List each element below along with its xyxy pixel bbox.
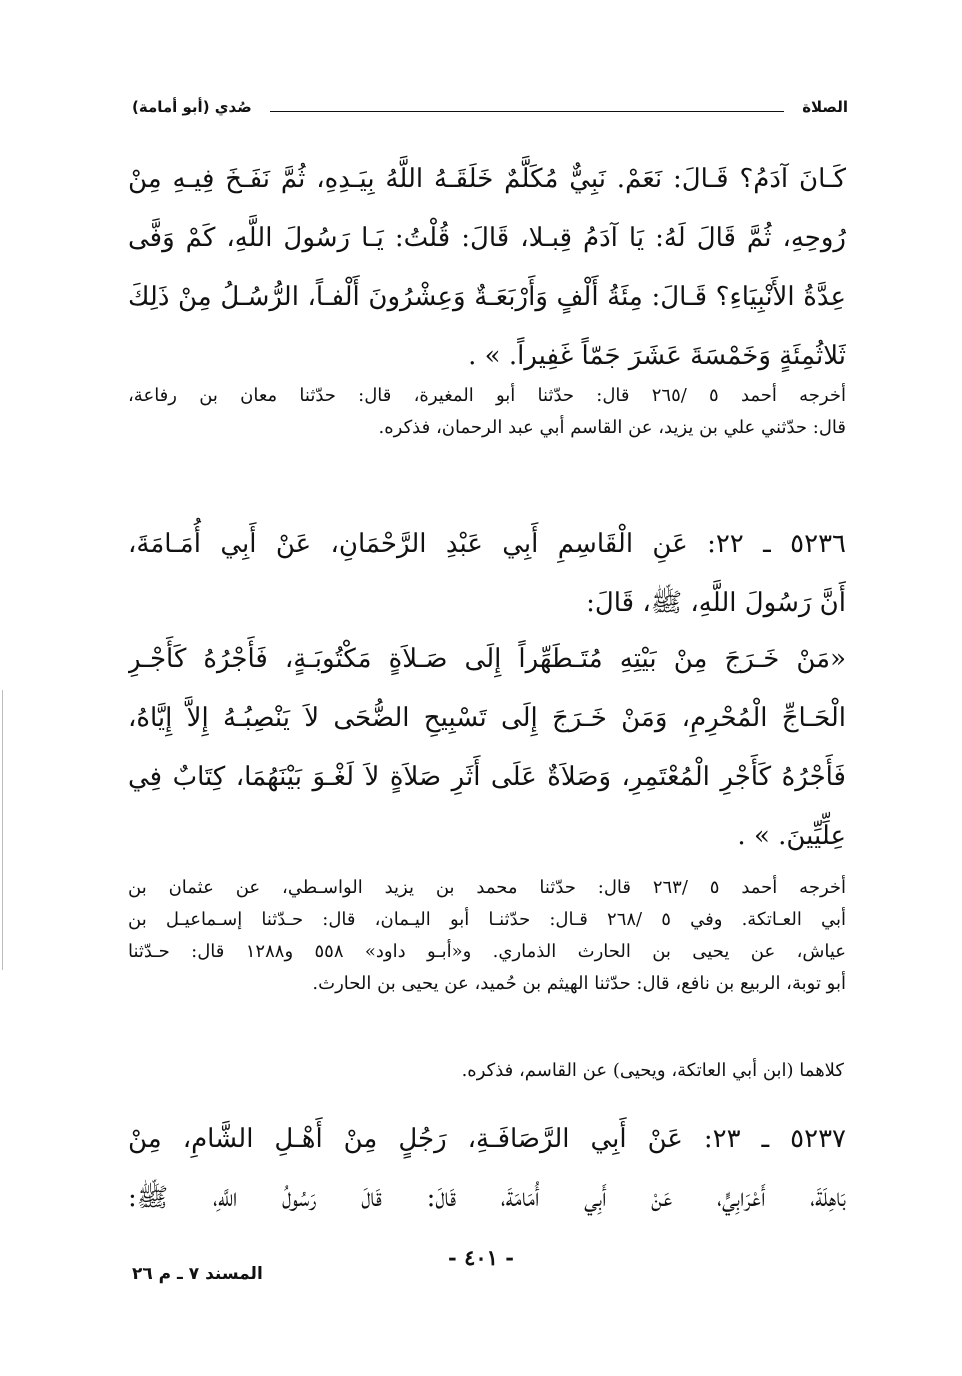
note-line: قال: حدّثني علي بن يزيد، عن القاسم أبي عبد الرحمان، فذكره.: [378, 417, 846, 438]
text-line: بَاهِلَةَ، أَعْرَابِيٍّ، عَنْ أَبِي أُمَامَةَ، قَالَ: قَالَ رَسُولُ اللَّهِ، ﷺ:: [128, 1183, 846, 1213]
note-line: أبو توبة، الربيع بن نافع، قال: حدّثنا الهيثم بن حُميد، عن يحيى بن الحارث.: [312, 973, 846, 994]
hadith-5235-continuation: [128, 150, 846, 386]
takhrij-note-5236: [128, 872, 846, 1000]
text-line: عِدَّةُ الأَنْبِيَاءِ؟ قَـالَ: مِئَةُ أَلْفٍ وَأَرْبَعَـةٌ وَعِشْرُونَ أَلْفـاً، الرُّسُـلُ مِنْ ذَلِكَ: [128, 282, 846, 312]
narrator-title: صُدي (أبو أمامة): [132, 98, 252, 116]
note-line: كلاهما (ابن أبي العاتكة، ويحيى) عن القاسم، فذكره.: [461, 1060, 844, 1081]
text-line: ٥٢٣٦ ـ ٢٢: عَنِ الْقَاسِمِ أَبِي عَبْدِ الرَّحْمَانِ، عَنْ أَبِي أُمَـامَةَ،: [128, 529, 846, 559]
hadith-5237-isnad: [128, 1110, 846, 1228]
volume-signature: المسند ٧ ـ م ٢٦: [132, 1264, 263, 1284]
running-header: [132, 88, 848, 124]
hadith-5236-isnad: [128, 515, 846, 633]
note-line: أخرجه أحمد ٥ /٢٦٣ قال: حدّثنا محمد بن يزيد الواسـطي، عن عثمان بن: [128, 877, 846, 898]
text-line: رُوحِهِ، ثُمَّ قَالَ لَهُ: يَا آدَمُ قِبـلا، قَالَ: قُلْتُ: يَـا رَسُولَ اللَّهِ، كَمْ وَفَّى: [128, 223, 846, 253]
text-line: «مَنْ خَـرَجَ مِنْ بَيْتِهِ مُتَـطَهِّراً إِلَى صَـلاَةٍ مَكْتُوبَـةٍ، فَأَجْرُهُ كَأَجْـرِ: [128, 644, 846, 674]
text-line: عِلِّيِّينَ. » .: [737, 821, 846, 851]
text-line: ٥٢٣٧ ـ ٢٣: عَنْ أَبِي الرَّصَافَـةِ، رَجُلٍ مِنْ أَهْـلِ الشَّامِ، مِنْ: [128, 1124, 846, 1154]
hadith-5236-matn: [128, 630, 846, 866]
takhrij-note-5235: [128, 380, 846, 444]
text-line: ثَلاثُمِئَةٍ وَخَمْسَةَ عَشَرَ جَمّاً غَفِيراً. » .: [468, 341, 846, 371]
note-line: أبي العـاتكة. وفي ٥ /٢٦٨ قـال: حدّثنـا أبو اليـمان، قال: حـدّثنا إسـماعيـل بن: [128, 909, 846, 930]
note-line: عياش، عن يحيى بن الحارث الذماري. و«أبـو داود» ٥٥٨ و١٢٨٨ قال: حـدّثنا: [128, 941, 846, 962]
scan-edge-mark: [2, 690, 3, 970]
chapter-title: الصلاة: [802, 98, 848, 116]
page-number: - ٤٠١ -: [448, 1245, 514, 1270]
takhrij-note-closing: [128, 1055, 844, 1087]
text-line: أَنَّ رَسُولَ اللَّهِ، ﷺ، قَالَ:: [586, 588, 846, 618]
text-line: الْحَـاجِّ الْمُحْرِمِ، وَمَنْ خَـرَجَ إِلَى تَسْبِيحِ الضُّحَى لاَ يَنْصِبُـهُ إِلاَّ إِيَّاهُ،: [128, 703, 846, 733]
text-line: كَـانَ آدَمُ؟ قَـالَ: نَعَمْ. نَبِيٌّ مُكَلَّمٌ خَلَقَـهُ اللَّهُ بِيَـدِهِ، ثُمَّ نَفَـخَ فِيـهِ مِنْ: [128, 164, 846, 194]
note-line: أخرجه أحمد ٥ /٢٦٥ قال: حدّثنا أبو المغيرة، قال: حدّثنا معان بن رفاعة،: [128, 385, 846, 406]
header-rule: [270, 111, 784, 112]
text-line: فَأَجْرُهُ كَأَجْرِ الْمُعْتَمِرِ، وَصَلاَةٌ عَلَى أَثَرِ صَلاَةٍ لاَ لَغْـوَ بَيْنَهُمَا، كِتَابٌ فِي: [128, 762, 846, 792]
